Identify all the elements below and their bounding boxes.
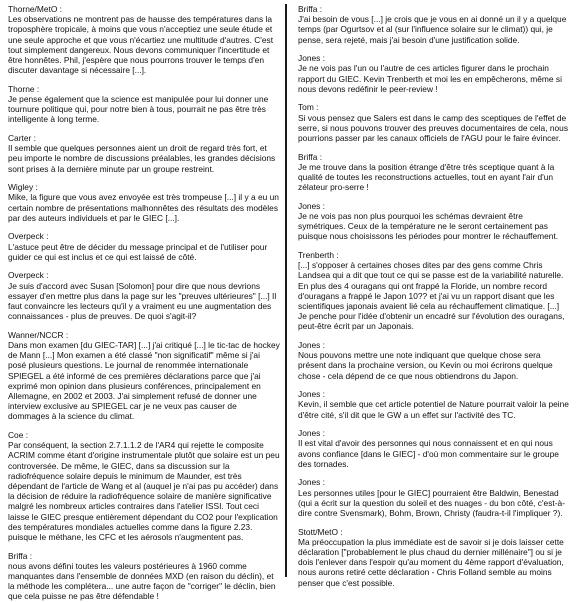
quote-text: nous avons défini toutes les valeurs postérieures à 1960 comme manquantes dans l'ensemble de données MXD (en raison du déclin), et la méthode les complétera... une autre façon de "corriger" le déclin, bien que cela puisse ne pas être défendable ! xyxy=(8,560,276,602)
quote-entry xyxy=(298,389,570,420)
quote-text: Les personnes utiles [pour le GIEC] pourraient être Baldwin, Benestad (qui a écrit sur la question du soleil et des nuages - du bon côté, c'est-à-dire contre Svensmark), Bohm, Brown, Christy (faudra-t-il l'impliquer ?). xyxy=(298,487,565,519)
quote-text: Ma préoccupation la plus immédiate est de savoir si je dois laisser cette déclaration ["probablement le plus chaud du dernier millénaire"] ou si je dois l'enlever dans l'espoir qu'au moment du 4ème rapport d'évaluation, nous aurons retiré cette déclaration - Chris Folland semble au moins penser que c'est possible. xyxy=(298,536,564,588)
quote-text: Je ne vois pas non plus pourquoi les schémas devraient être symétriques. Ceux de la température ne le seront certainement pas puisque nous choisissons les périodes pour montrer le réchauffement. xyxy=(298,211,559,242)
quote-speaker: Jones : xyxy=(298,53,326,64)
quote-speaker: Wigley : xyxy=(8,182,38,193)
right-column xyxy=(286,4,570,588)
quote-entry xyxy=(298,201,570,242)
quote-speaker: Coe : xyxy=(8,430,29,441)
quote-entry xyxy=(8,133,280,174)
quote-entry xyxy=(8,270,280,321)
quote-speaker: Jones : xyxy=(298,389,326,400)
quote-text: J'ai besoin de vous [...] je crois que je vous en ai donné un il y a quelque temps (par Ogurtsov et al (sur l'influence solaire sur le climat)) qui, je pense, sera rejeté, mais j'ai besoin d'une justification solide. xyxy=(298,14,567,45)
quote-entry xyxy=(298,250,570,332)
quote-text: Il semble que quelques personnes aient un droit de regard très fort, et peu importe le nombre de discussions préalables, les grandes décisions sont prises à la dernière minute par un groupe restreint. xyxy=(8,143,276,174)
quote-text: [...] s'opposer à certaines choses dites par des gens comme Chris Landsea qui a dit que tout ce qui se passe est de la variabilité naturelle. En plus des 4 ouragans qui ont frappé la Floride, un nombre record d'ouragans a frappé le Japon 10?? et j'ai vu un rapport disant que les scientifiques japonais avaient lié cela au réchauffement climatique. [...] Je penche pour l'idée d'obtenir un encadré sur l'évolution des ouragans, peut-être écrit par un Japonais. xyxy=(298,260,565,332)
quote-speaker: Tom : xyxy=(298,102,319,113)
quote-text: Kevin, il semble que cet article potentiel de Nature pourrait valoir la peine d'être cité, s'il dit que le GW a un effet sur l'activité des TC. xyxy=(298,399,569,420)
quote-speaker: Thorne : xyxy=(8,83,40,94)
quote-speaker: Jones : xyxy=(298,340,326,351)
quote-text: Il est vital d'avoir des personnes qui nous connaissent et en qui nous avons confiance [dans le GIEC] - d'où mon commentaire sur le groupe des tornades. xyxy=(298,438,559,469)
quote-text: Par conséquent, la section 2.7.1.1.2 de l'AR4 qui rejette le composite ACRIM comme étant d'origine instrumentale plutôt que solaire est un peu controversée. De même, le GIEC, dans sa discussion sur la radiofréquence solaire depuis le minimum de Maunder, est très dépendant de l'article de Wang et al (auquel je n'ai pas pu accéder) dans la décision de réduire la radiofréquence solaire de manière significative malgré les nombreux articles contraires dans l'atelier ISSI. Tout ceci laisse le GIEC presque entièrement dépendant du CO2 pour l'explication des températures mondiales actuelles comme dans la figure 2.23. puisque le méthane, les CFC et les aérosols n'augmentent pas. xyxy=(8,440,280,543)
quote-entry xyxy=(298,477,570,518)
quote-text: Dans mon examen [du GIEC-TAR] [...] j'ai critiqué [...] le tic-tac de hockey de Mann [...] Mon examen a été classé "non significatif" même si j'ai posé plusieurs questions. Le journal de renommée internationale SPIEGEL a été informé de ces premières déclarations parce que j'ai exprimé mon opinion dans plusieurs conférences, principalement en Allemagne, en 2002 et 2003. J'ai simplement refusé de donner une interview exclusive au SPIEGEL car je ne veux pas causer de dommages à la science du climat. xyxy=(8,340,280,422)
quote-text: Nous pouvons mettre une note indiquant que quelque chose sera présent dans la prochaine version, ou Kevin ou moi écrirons quelque chose - cela dépend de ce que nous obtiendrons du Japon. xyxy=(298,350,553,381)
quote-speaker: Wanner/NCCR : xyxy=(8,329,69,340)
quote-speaker: Briffa : xyxy=(298,4,323,14)
quote-speaker: Jones : xyxy=(298,200,326,211)
column-divider xyxy=(285,4,287,577)
quote-entry xyxy=(8,430,280,542)
left-column xyxy=(8,4,286,602)
quote-speaker: Carter : xyxy=(8,133,36,144)
quote-speaker: Thorne/MetO : xyxy=(8,4,62,14)
quote-entry xyxy=(298,527,570,588)
quote-entry xyxy=(298,102,570,143)
quote-entry xyxy=(8,551,280,602)
quote-text: Les observations ne montrent pas de hausse des températures dans la troposphère tropicale, à moins que vous n'acceptiez une seule étude et une seule approche et que vous n'écartiez une multitude d'autres. C'est tout simplement dangereux. Nous devons communiquer l'incertitude et être honnêtes. Phil, j'espère que nous pourrons trouver le temps d'en discuter davantage si nécessaire [...]. xyxy=(8,14,274,76)
quote-speaker: Stott/MetO : xyxy=(298,526,343,537)
quote-entry xyxy=(8,182,280,223)
quote-entry xyxy=(8,330,280,422)
quote-text: Je ne vois pas l'un ou l'autre de ces articles figurer dans le prochain rapport du GIEC. Kevin Trenberth et moi les en empêcherons, même si nous devons redéfinir le peer-review ! xyxy=(298,63,562,94)
quote-text: Je me trouve dans la position étrange d'être très sceptique quant à la qualité de toutes les reconstructions actuelles, tout en ayant l'air d'un zélateur pro-serre ! xyxy=(298,161,555,193)
quote-entry xyxy=(8,84,280,125)
quote-speaker: Trenberth : xyxy=(298,250,339,261)
quote-speaker: Jones : xyxy=(298,428,326,439)
quote-entry xyxy=(298,4,570,45)
quote-speaker: Briffa : xyxy=(298,151,323,162)
quote-speaker: Briffa : xyxy=(8,550,33,561)
quote-text: L'astuce peut être de décider du message principal et de l'utiliser pour guider ce qui est inclus et ce qui est laissé de côté. xyxy=(8,241,268,262)
quote-entry xyxy=(8,231,280,262)
quote-text: Mike, la figure que vous avez envoyée est très trompeuse [...] il y a eu un certain nombre de présentations malhonnêtes des résultats des modèles par des auteurs individuels et par le GIEC [...]. xyxy=(8,192,279,223)
quote-text: Je pense également que la science est manipulée pour lui donner une tournure politique qui, pour notre bien à tous, pourrait ne pas être très intelligente à long terme. xyxy=(8,94,269,125)
quote-entry xyxy=(298,152,570,193)
quote-entry xyxy=(298,340,570,381)
quote-speaker: Overpeck : xyxy=(8,270,49,281)
quote-speaker: Overpeck : xyxy=(8,231,49,242)
quote-text: Si vous pensez que Salers est dans le camp des sceptiques de l'effet de serre, si nous pouvons trouver des preuves documentaires de cela, nous pourrions passer par les canaux officiels de l'AGU pour le faire évincer. xyxy=(298,112,569,144)
quote-entry xyxy=(298,428,570,469)
quote-entry xyxy=(298,53,570,94)
quote-entry xyxy=(8,4,280,75)
quote-text: Je suis d'accord avec Susan [Solomon] pour dire que nous devrions essayer d'en mettre plus dans la page sur les "preuves ultérieures" [...] Il faut convaincre les lecteurs qu'il y a vraiment eu une augmentation des connaissances - plus de preuves. De quoi s'agit-il? xyxy=(8,280,277,322)
quote-speaker: Jones : xyxy=(298,477,326,488)
